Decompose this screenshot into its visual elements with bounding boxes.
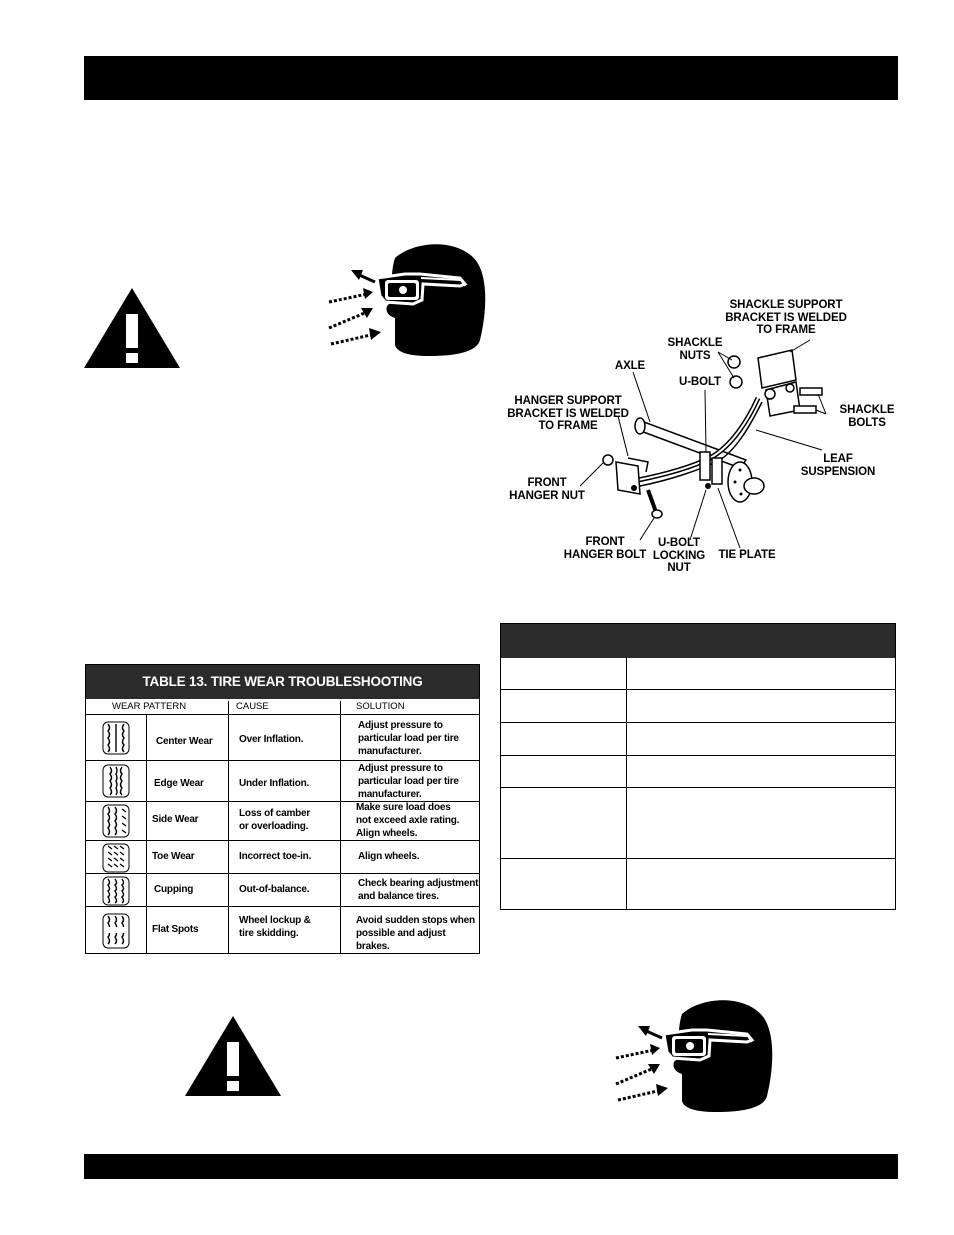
pattern-label: Toe Wear [152,851,195,862]
label-shackle-support: SHACKLE SUPPORT BRACKET IS WELDED TO FRAME [725,299,847,336]
safety-goggles-icon [612,996,777,1114]
label-front-hanger-nut: FRONT HANGER NUT [509,477,585,502]
solution-cell: Avoid sudden stops when possible and adjust brakes. [356,915,475,952]
divider [86,714,479,715]
pattern-label: Flat Spots [152,924,199,935]
solution-cell: Align wheels. [358,851,420,862]
right-table [500,623,896,910]
cause-cell: Out-of-balance. [239,884,310,895]
divider [501,722,895,723]
pattern-label: Edge Wear [154,778,204,789]
side-wear-tread-icon [102,804,130,838]
divider [501,689,895,690]
label-leaf-suspension: LEAF SUSPENSION [800,453,876,478]
divider [340,701,341,953]
pattern-label: Center Wear [156,736,213,747]
pattern-label: Cupping [154,884,194,895]
cause-cell: Wheel lockup & tire skidding. [239,915,311,939]
header-bar [84,56,898,100]
label-shackle-bolts: SHACKLE BOLTS [839,404,895,429]
right-table-header [501,624,895,658]
cause-cell: Under Inflation. [239,778,310,789]
warning-triangle-icon [185,1016,281,1096]
divider [86,906,479,907]
divider [86,873,479,874]
solution-cell: Make sure load does not exceed axle rating. Align wheels. [356,802,460,839]
footer-bar [84,1154,898,1179]
divider [501,787,895,788]
header-cause: CAUSE [236,701,269,712]
label-tie-plate: TIE PLATE [718,549,776,561]
pattern-label: Side Wear [152,814,199,825]
header-solution: SOLUTION [356,701,405,712]
label-u-bolt: U-BOLT [679,376,721,388]
label-u-bolt-locking-nut: U-BOLT LOCKING NUT [652,537,706,574]
divider [86,760,479,761]
warning-triangle-icon [84,288,180,368]
divider [626,658,627,909]
safety-goggles-icon [325,240,490,358]
center-wear-tread-icon [102,721,130,755]
table-title: TABLE 13. TIRE WEAR TROUBLESHOOTING [86,665,479,699]
divider [146,714,147,953]
label-axle: AXLE [614,360,646,372]
solution-cell: Adjust pressure to particular load per tire manufacturer. [358,720,459,757]
label-hanger-support: HANGER SUPPORT BRACKET IS WELDED TO FRAME [507,395,629,432]
label-front-hanger-bolt: FRONT HANGER BOLT [563,536,647,561]
edge-wear-tread-icon [102,764,130,798]
divider [501,858,895,859]
header-wear-pattern: WEAR PATTERN [112,701,187,712]
cause-cell: Incorrect toe-in. [239,851,312,862]
solution-cell: Adjust pressure to particular load per tire manufacturer. [358,763,459,800]
label-shackle-nuts: SHACKLE NUTS [667,337,723,362]
divider [228,701,229,953]
divider [501,755,895,756]
cause-cell: Loss of camber or overloading. [239,808,311,832]
divider [86,840,479,841]
toe-wear-tread-icon [102,843,130,873]
flat-spots-tread-icon [102,913,130,949]
solution-cell: Check bearing adjustment and balance tires. [358,878,479,902]
cause-cell: Over Inflation. [239,734,304,745]
tire-wear-table [85,664,480,954]
cupping-tread-icon [102,876,130,906]
